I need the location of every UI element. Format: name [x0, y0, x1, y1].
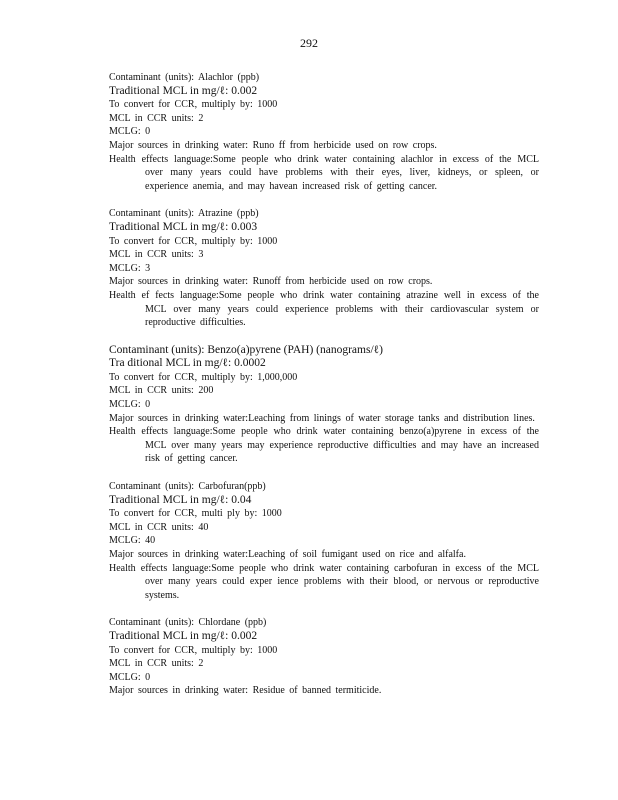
contaminant-heading: Contaminant (units): Benzo(a)pyrene (PAH) (nanograms/ℓ) [109, 343, 383, 356]
major-sources: Major sources in drinking water:Leaching of soil fumigant used on rice and alfalfa. [109, 549, 466, 560]
contaminant-entry-carbofuran [109, 480, 539, 602]
traditional-mcl: Traditional MCL in mg/ℓ: 0.04 [109, 493, 252, 506]
major-sources: Major sources in drinking water:Leaching from linings of water storage tanks and distribution lines. [109, 412, 535, 424]
contaminant-heading: Contaminant (units): Carbofuran(ppb) [109, 481, 266, 493]
mclg: MCLG: 0 [109, 126, 151, 138]
page-number: 292 [300, 36, 318, 50]
contaminant-entry-chlordane [109, 616, 539, 698]
conversion-factor: To convert for CCR, multiply by: 1000 [109, 644, 278, 656]
major-sources: Major sources in drinking water: Runo ff from herbicide used on row crops. [109, 139, 437, 151]
health-effects: Health effects language:Some people who drink water containing alachlor in excess of the MCL over many years could have problems with their eyes, liver, kidneys, or spleen, or experience anemia, and may havean increased risk of getting cancer. [109, 153, 539, 192]
conversion-factor: To convert for CCR, multiply by: 1,000,000 [109, 371, 298, 383]
traditional-mcl: Tra ditional MCL in mg/ℓ: 0.0002 [109, 357, 266, 370]
major-sources: Major sources in drinking water: Residue of banned termiticide. [109, 685, 382, 697]
traditional-mcl: Traditional MCL in mg/ℓ: 0.002 [109, 629, 258, 642]
contaminant-heading: Contaminant (units): Chlordane (ppb) [109, 617, 267, 629]
mclg: MCLG: 40 [109, 535, 156, 547]
mclg: MCLG: 0 [109, 671, 151, 683]
mcl-ccr-units: MCL in CCR units: 2 [109, 112, 204, 124]
contaminant-heading: Contaminant (units): Atrazine (ppb) [109, 208, 259, 220]
health-effects: Health effects language:Some people who drink water containing carbofuran in excess of the MCL over many years could exper ience problems with their blood, or nervous or reproductive systems. [109, 562, 539, 601]
conversion-factor: To convert for CCR, multiply by: 1000 [109, 235, 278, 247]
contaminant-entry-atrazine [109, 207, 539, 329]
mcl-ccr-units: MCL in CCR units: 40 [109, 521, 209, 533]
health-effects: Health ef fects language:Some people who drink water containing atrazine well in excess of the MCL over many years could experience problems with their cardiovascular system or reproductive difficulties. [109, 289, 539, 329]
mcl-ccr-units: MCL in CCR units: 200 [109, 385, 214, 397]
major-sources: Major sources in drinking water: Runoff from herbicide used on row crops. [109, 276, 433, 288]
mcl-ccr-units: MCL in CCR units: 3 [109, 249, 204, 261]
health-effects: Health effects language:Some people who drink water containing benzo(a)pyrene in excess of the MCL over many years may experience reproductive difficulties and may have an increased risk of getting cancer. [109, 426, 539, 465]
conversion-factor: To convert for CCR, multi ply by: 1000 [109, 508, 282, 520]
traditional-mcl: Traditional MCL in mg/ℓ: 0.003 [109, 220, 258, 233]
conversion-factor: To convert for CCR, multiply by: 1000 [109, 99, 278, 111]
mclg: MCLG: 0 [109, 399, 151, 411]
document-body [109, 71, 539, 712]
mclg: MCLG: 3 [109, 262, 151, 274]
mcl-ccr-units: MCL in CCR units: 2 [109, 658, 204, 670]
traditional-mcl: Traditional MCL in mg/ℓ: 0.002 [109, 84, 258, 97]
contaminant-heading: Contaminant (units): Alachlor (ppb) [109, 72, 260, 83]
contaminant-entry-alachlor [109, 71, 539, 193]
contaminant-entry-benzo-a-pyrene [109, 344, 539, 466]
